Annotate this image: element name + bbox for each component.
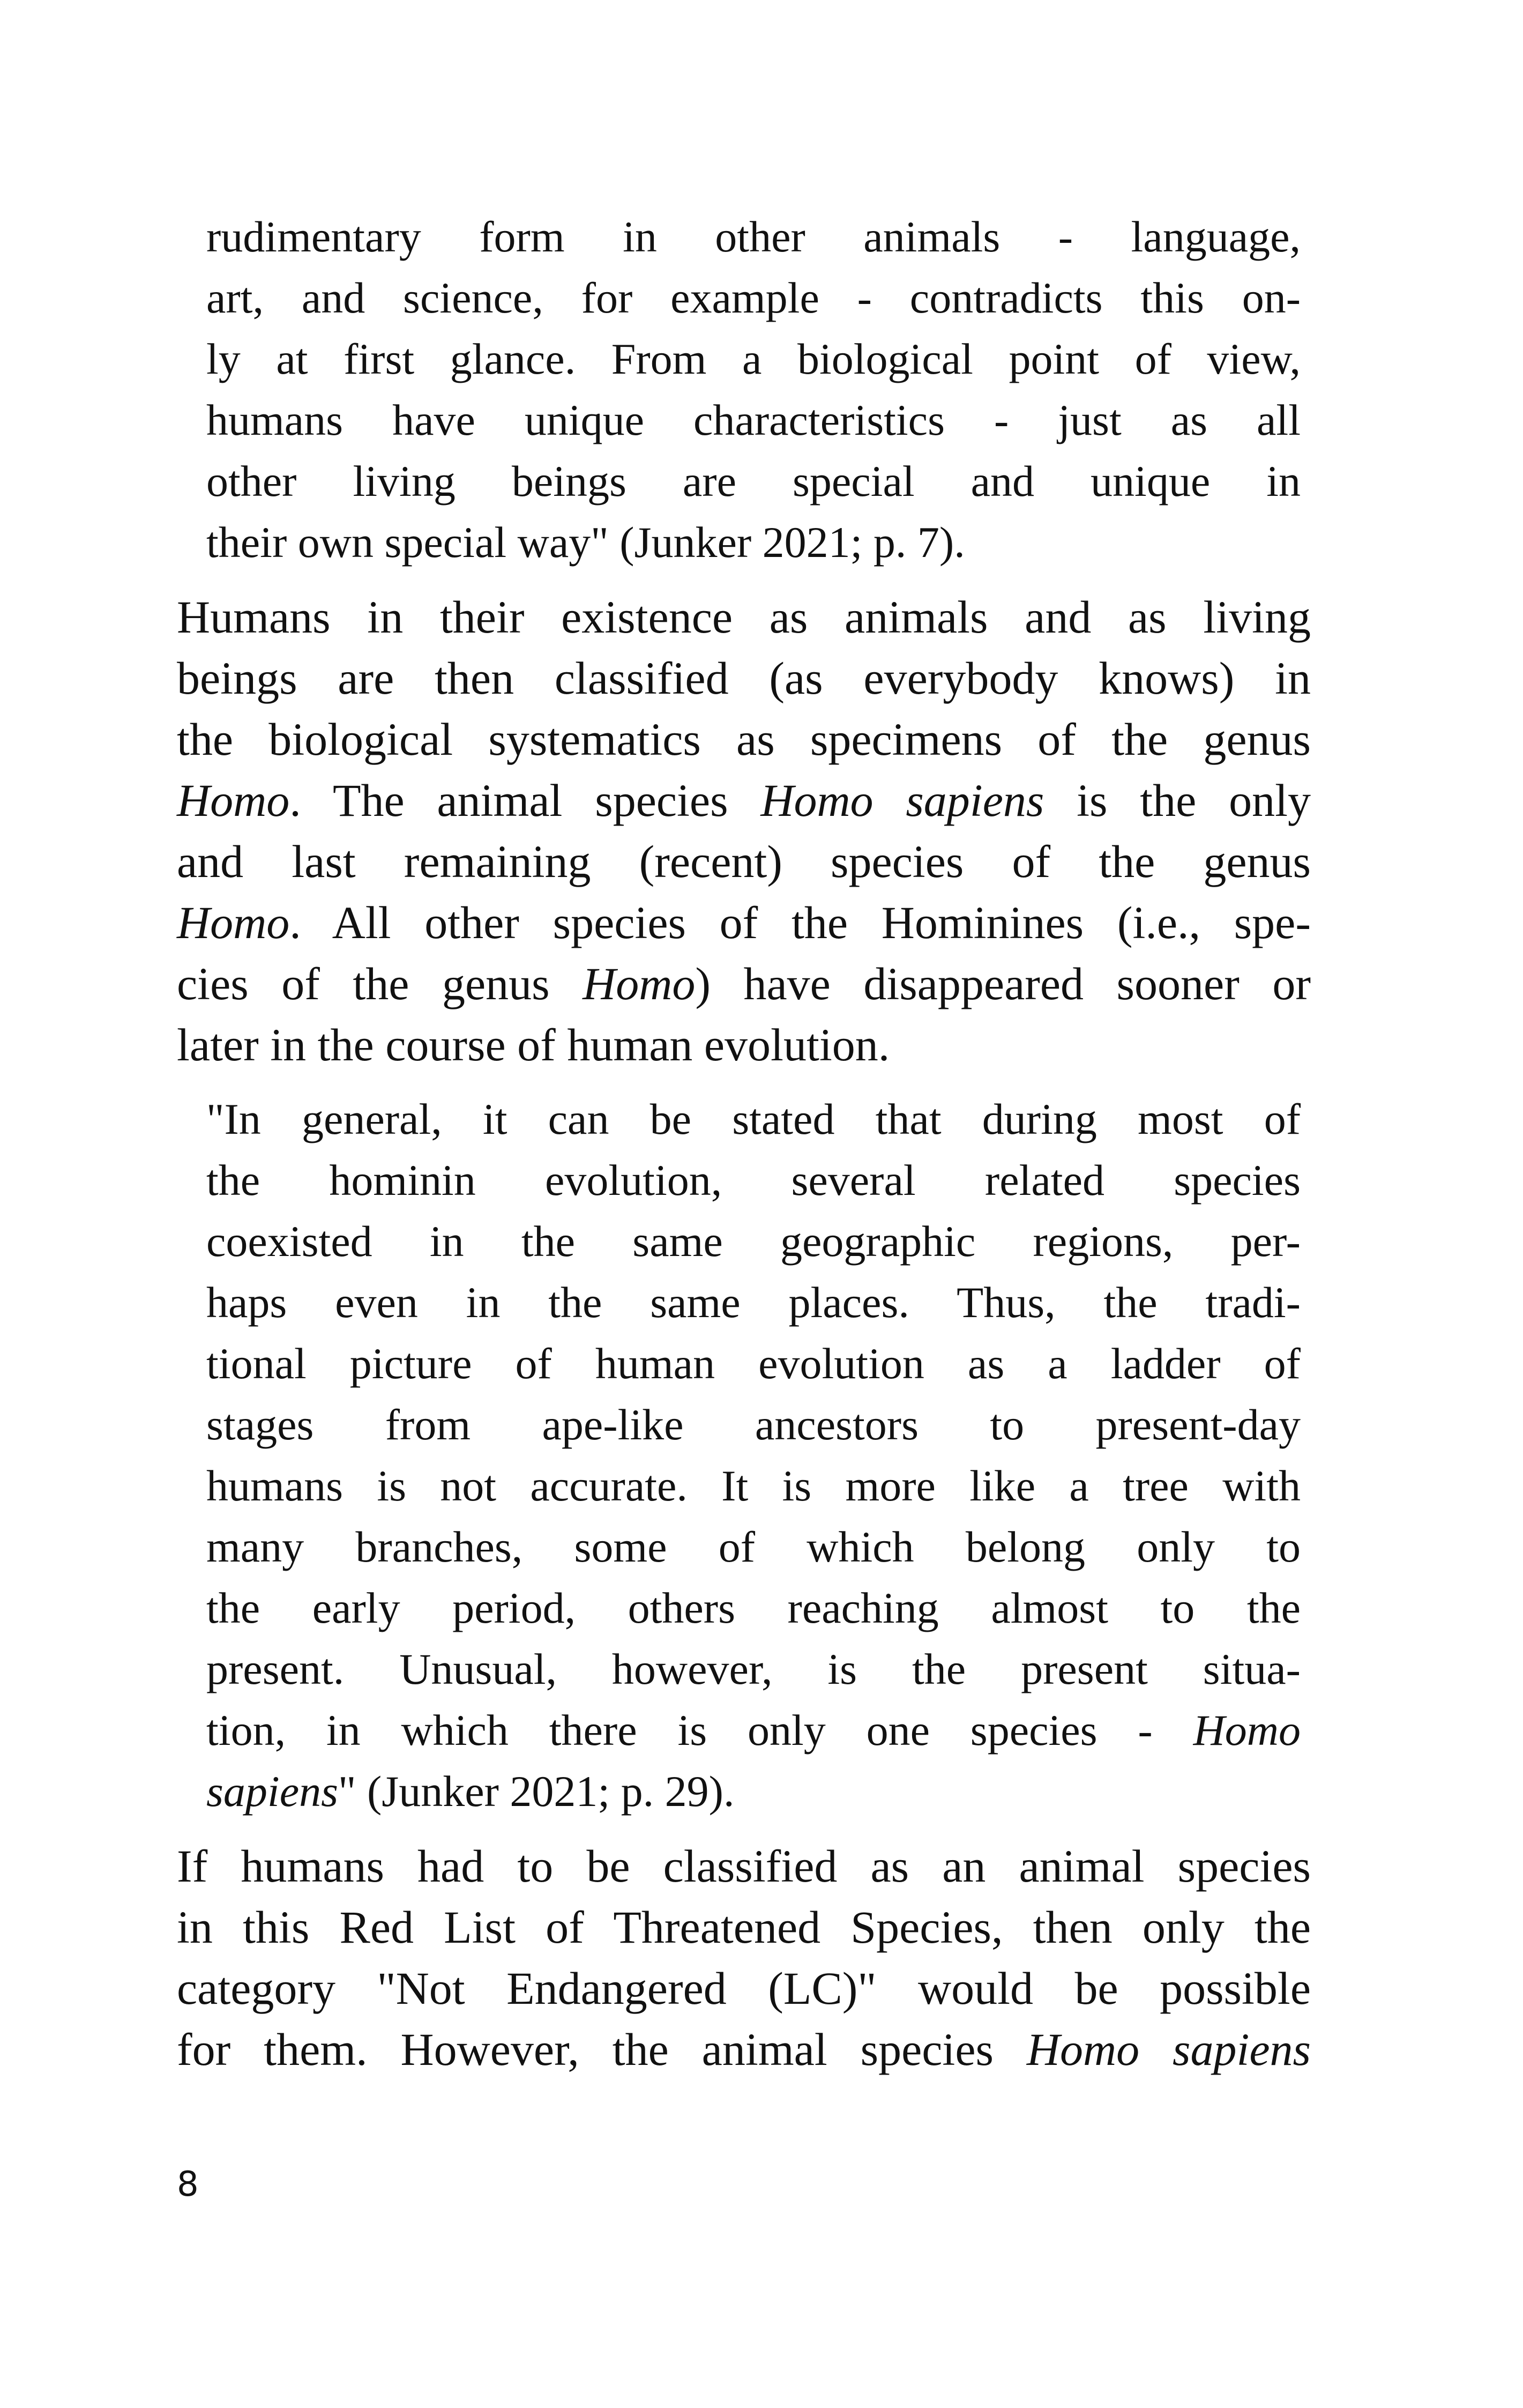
text-line: present. Unusual, however, is the present situa-: [206, 1645, 1301, 1693]
text-line: haps even in the same places. Thus, the tradi-: [206, 1278, 1301, 1327]
text-line: coexisted in the same geographic regions, per-: [206, 1217, 1301, 1266]
text-line: humans have unique characteristics - just as all: [206, 396, 1301, 444]
text-line: other living beings are special and unique in: [206, 457, 1301, 506]
text-line: many branches, some of which belong only to: [206, 1522, 1301, 1571]
text-line: Homo. The animal species Homo sapiens is the only: [177, 775, 1311, 826]
text-line: their own special way" (Junker 2021; p. 7).: [206, 518, 965, 567]
page-body: [177, 206, 1311, 2093]
text-line: later in the course of human evolution.: [177, 1019, 890, 1071]
page-number: 8: [177, 2165, 199, 2204]
paragraph-red-list: [177, 1835, 1311, 2080]
text-line: category "Not Endangered (LC)" would be possible: [177, 1963, 1311, 2014]
text-line: in this Red List of Threatened Species, then only the: [177, 1901, 1311, 1953]
text-line: the hominin evolution, several related species: [206, 1156, 1301, 1205]
text-line: rudimentary form in other animals - language,: [206, 212, 1301, 261]
text-line: and last remaining (recent) species of the genus: [177, 836, 1311, 887]
text-line: tional picture of human evolution as a ladder of: [206, 1339, 1301, 1388]
paragraph-genus-homo: [177, 586, 1311, 1075]
text-line: Humans in their existence as animals and as living: [177, 591, 1311, 643]
block-quote-junker-p7: [206, 206, 1301, 573]
text-line: ly at first glance. From a biological point of view,: [206, 335, 1301, 383]
text-line: beings are then classified (as everybody knows) in: [177, 652, 1311, 704]
text-line: sapiens" (Junker 2021; p. 29).: [206, 1767, 735, 1816]
text-line: If humans had to be classified as an animal species: [177, 1840, 1311, 1892]
text-line: Homo. All other species of the Hominines (i.e., spe-: [177, 897, 1311, 948]
text-line: cies of the genus Homo) have disappeared sooner or: [177, 958, 1311, 1009]
text-line: humans is not accurate. It is more like a tree with: [206, 1461, 1301, 1510]
text-line: for them. However, the animal species Homo sapiens: [177, 2024, 1311, 2075]
text-line: stages from ape-like ancestors to present-day: [206, 1400, 1301, 1449]
text-line: "In general, it can be stated that during most of: [206, 1095, 1301, 1143]
block-quote-junker-p29: [206, 1089, 1301, 1822]
text-line: art, and science, for example - contradicts this on-: [206, 273, 1301, 322]
text-line: tion, in which there is only one species - Homo: [206, 1706, 1301, 1755]
text-line: the biological systematics as specimens of the genus: [177, 714, 1311, 765]
text-line: the early period, others reaching almost to the: [206, 1584, 1301, 1632]
